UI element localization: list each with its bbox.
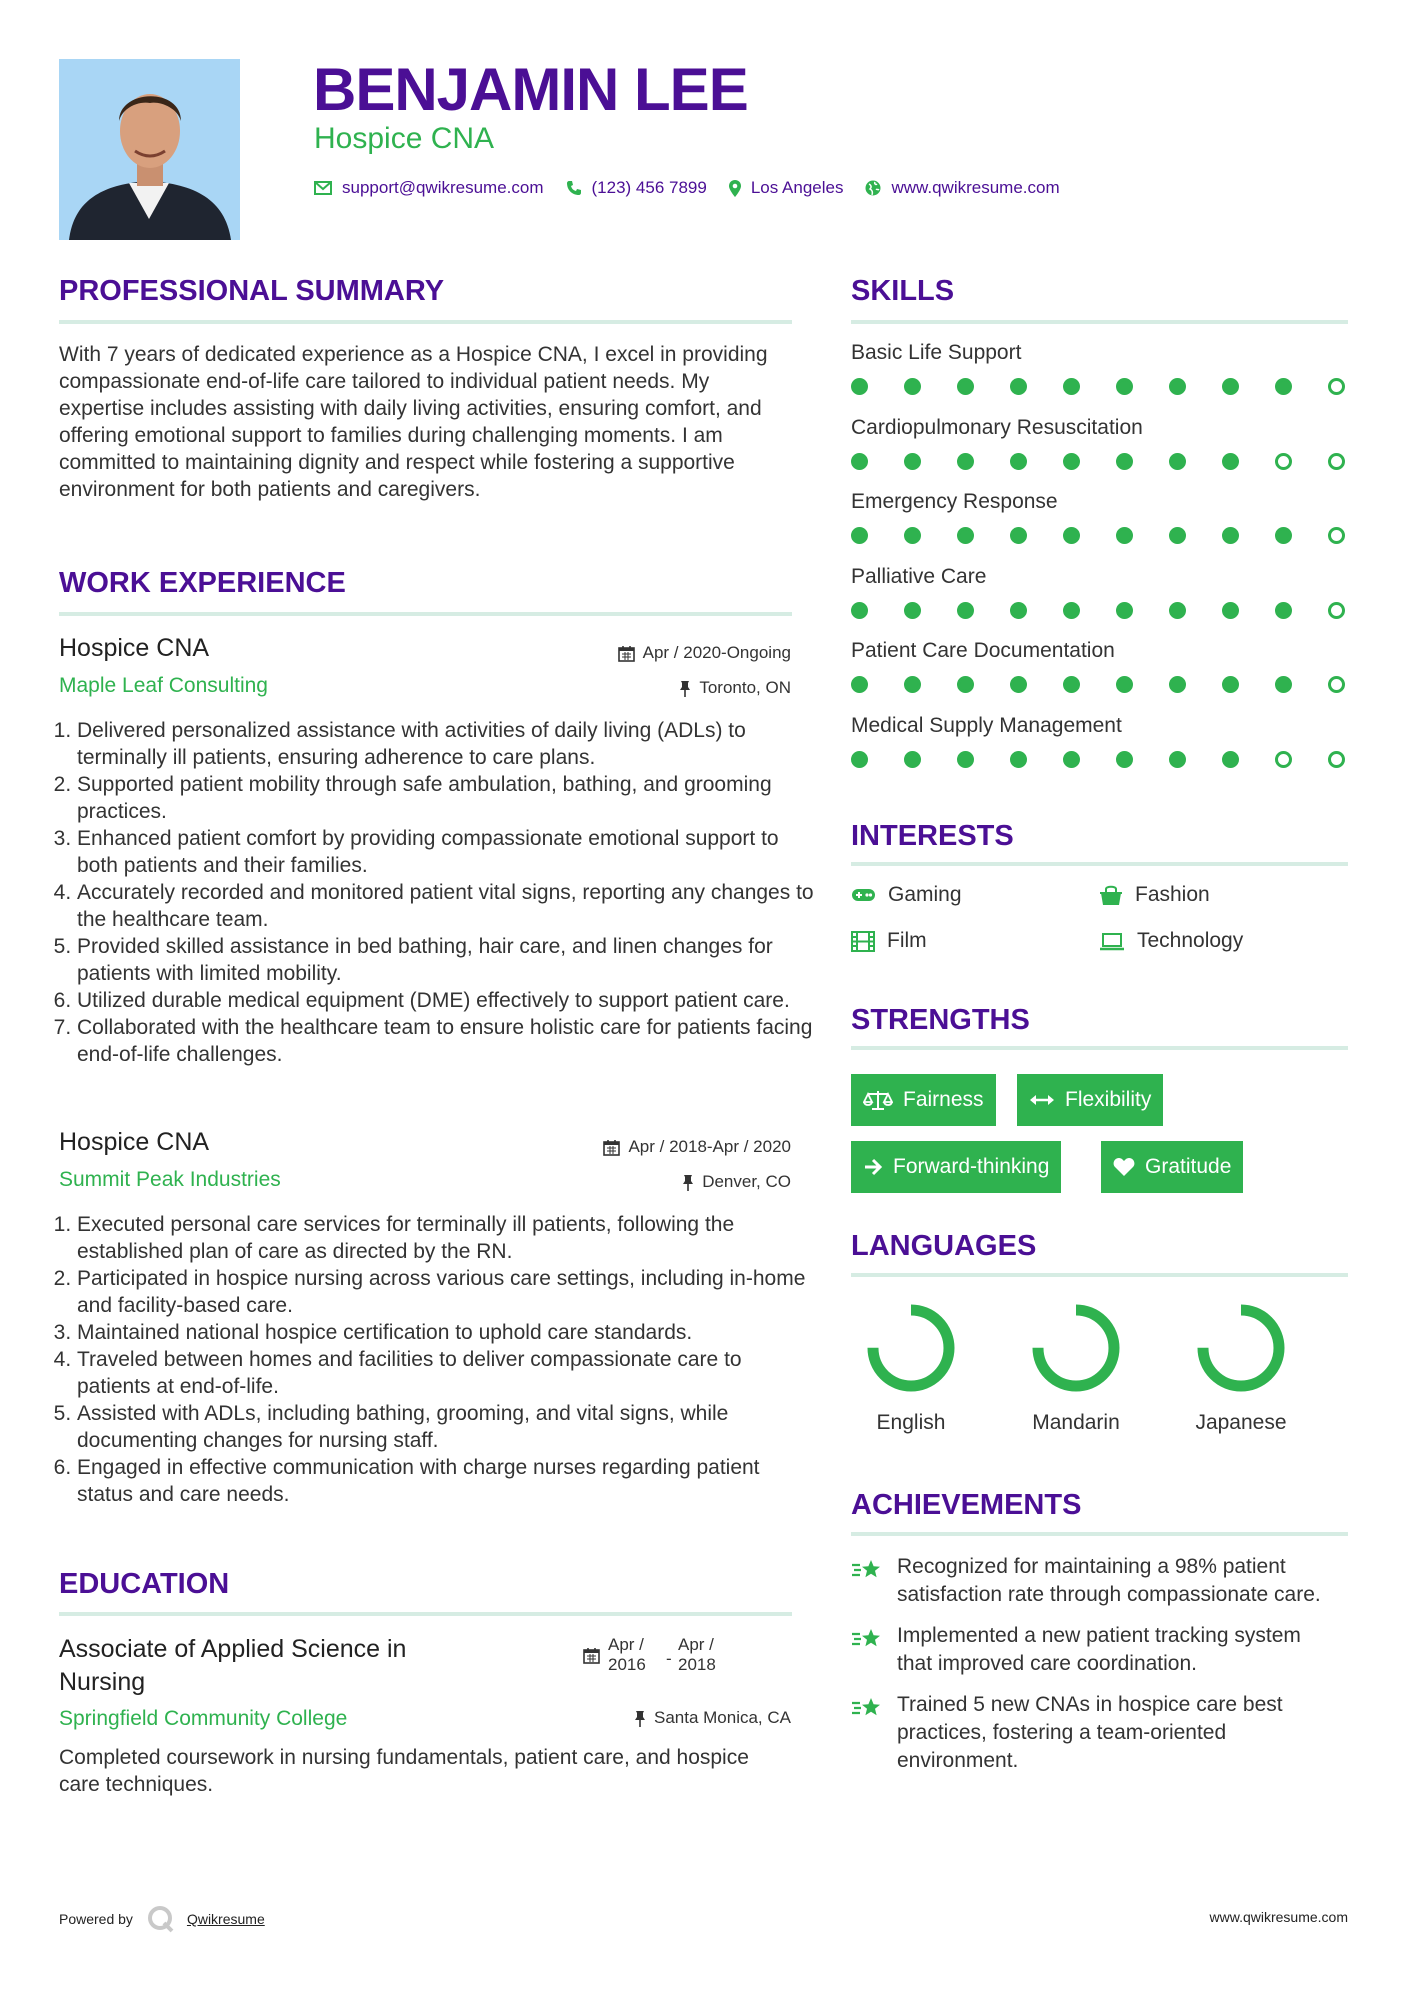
interest-fashion bbox=[1099, 883, 1210, 907]
list-item: 4. Traveled between homes and facilities to deliver compassionate care to patients at end-of-life. bbox=[77, 1346, 817, 1400]
powered-by-text: Powered by bbox=[59, 1911, 133, 1927]
shooting-star-icon bbox=[851, 1695, 883, 1721]
summary-text: With 7 years of dedicated experience as a Hospice CNA, I excel in providing compassionate end-of-life care tailored to individual patient needs. My expertise includes assisting with daily living activities, ensuring comfort, and offering emotional support to families during challenging moments. I am committed to maintaining dignity and respect while fostering a supportive environment for both patients and caregivers. bbox=[59, 343, 768, 501]
rating-dot-filled bbox=[1010, 378, 1027, 395]
shopping-bag-icon bbox=[1099, 884, 1123, 906]
candidate-title: Hospice CNA bbox=[314, 122, 495, 155]
rating-dot-empty bbox=[1275, 751, 1292, 768]
experience-divider bbox=[59, 612, 792, 616]
rating-dot-filled bbox=[851, 751, 868, 768]
footer-credit bbox=[59, 1905, 265, 1933]
contact-bar bbox=[314, 178, 1082, 198]
rating-dot-filled bbox=[1116, 751, 1133, 768]
strength-label: Forward-thinking bbox=[893, 1155, 1050, 1178]
rating-dot-filled bbox=[851, 602, 868, 619]
calendar-icon bbox=[583, 1647, 600, 1664]
rating-dot-filled bbox=[957, 378, 974, 395]
skill-rating bbox=[851, 676, 1345, 693]
job-location-text: Denver, CO bbox=[702, 1172, 791, 1191]
rating-dot-filled bbox=[1116, 378, 1133, 395]
rating-dot-empty bbox=[1275, 453, 1292, 470]
rating-dot-filled bbox=[957, 527, 974, 544]
education-location bbox=[634, 1708, 791, 1728]
website-link[interactable]: www.qwikresume.com bbox=[891, 178, 1060, 197]
job-company: Maple Leaf Consulting bbox=[59, 674, 268, 697]
job-location-text: Toronto, ON bbox=[699, 678, 791, 697]
rating-dot-filled bbox=[1010, 527, 1027, 544]
rating-dot-filled bbox=[904, 751, 921, 768]
rating-dot-filled bbox=[1169, 602, 1186, 619]
strength-label: Flexibility bbox=[1065, 1088, 1152, 1111]
list-item: 5. Assisted with ADLs, including bathing, grooming, and vital signs, while documenting changes for nursing staff. bbox=[77, 1400, 817, 1454]
shooting-star-icon bbox=[851, 1557, 883, 1583]
balance-scale-icon bbox=[863, 1089, 893, 1111]
rating-dot-filled bbox=[957, 676, 974, 693]
summary-heading: PROFESSIONAL SUMMARY bbox=[59, 275, 445, 307]
rating-dot-empty bbox=[1328, 527, 1345, 544]
job-dates bbox=[603, 1137, 791, 1157]
calendar-icon bbox=[618, 645, 635, 662]
list-item: 4. Accurately recorded and monitored patient vital signs, reporting any changes to the healthcare team. bbox=[77, 879, 817, 933]
film-icon bbox=[851, 931, 875, 952]
candidate-name: BENJAMIN LEE bbox=[313, 56, 748, 123]
language-level-arc bbox=[1038, 1310, 1114, 1386]
skill-name: Emergency Response bbox=[851, 490, 1058, 514]
rating-dot-filled bbox=[1275, 676, 1292, 693]
skill-row bbox=[851, 565, 1345, 640]
strength-badge bbox=[851, 1074, 996, 1126]
strengths-heading: STRENGTHS bbox=[851, 1004, 1030, 1036]
languages-heading: LANGUAGES bbox=[851, 1230, 1037, 1262]
language-name: Mandarin bbox=[1032, 1411, 1120, 1434]
achievement-item bbox=[851, 1553, 1331, 1609]
rating-dot-filled bbox=[904, 602, 921, 619]
skills-list bbox=[851, 341, 1345, 789]
interest-technology bbox=[1099, 929, 1243, 953]
rating-dot-filled bbox=[1222, 378, 1239, 395]
phone-number[interactable]: (123) 456 7899 bbox=[591, 178, 707, 197]
achievements-divider bbox=[851, 1532, 1348, 1536]
language-item bbox=[1021, 1300, 1131, 1435]
list-item: 7. Collaborated with the healthcare team to ensure holistic care for patients facing end-of-life challenges. bbox=[77, 1014, 817, 1068]
interest-gaming bbox=[851, 883, 962, 907]
skill-rating bbox=[851, 602, 1345, 619]
phone-icon bbox=[566, 180, 582, 196]
rating-dot-filled bbox=[957, 453, 974, 470]
calendar-icon bbox=[603, 1139, 620, 1156]
degree-title: Associate of Applied Science in Nursing bbox=[59, 1635, 407, 1696]
skill-rating bbox=[851, 453, 1345, 470]
shooting-star-icon bbox=[851, 1626, 883, 1652]
rating-dot-filled bbox=[1063, 751, 1080, 768]
rating-dot-filled bbox=[1116, 676, 1133, 693]
rating-dot-filled bbox=[1116, 453, 1133, 470]
education-description: Completed coursework in nursing fundamentals, patient care, and hospice care techniques. bbox=[59, 1746, 749, 1796]
skill-row bbox=[851, 490, 1345, 565]
job-location bbox=[679, 678, 791, 698]
qwikresume-link[interactable]: Qwikresume bbox=[186, 1911, 265, 1927]
languages-divider bbox=[851, 1273, 1348, 1277]
education-start: Apr / 2016 bbox=[608, 1635, 646, 1674]
rating-dot-empty bbox=[1328, 602, 1345, 619]
location-text: Los Angeles bbox=[750, 178, 844, 197]
job-dates-text: Apr / 2018-Apr / 2020 bbox=[628, 1137, 791, 1156]
language-level-arc bbox=[1203, 1310, 1279, 1386]
rating-dot-filled bbox=[1222, 527, 1239, 544]
email-link[interactable]: support@qwikresume.com bbox=[342, 178, 544, 197]
strength-badge bbox=[851, 1141, 1061, 1193]
rating-dot-filled bbox=[851, 676, 868, 693]
strength-label: Fairness bbox=[903, 1088, 984, 1111]
pushpin-icon bbox=[679, 680, 691, 697]
rating-dot-filled bbox=[904, 378, 921, 395]
laptop-icon bbox=[1099, 932, 1125, 951]
rating-dot-filled bbox=[1222, 602, 1239, 619]
rating-dot-filled bbox=[1063, 527, 1080, 544]
achievement-item bbox=[851, 1622, 1331, 1678]
rating-dot-filled bbox=[1222, 751, 1239, 768]
achievement-text: Implemented a new patient tracking system that improved care coordination. bbox=[897, 1624, 1301, 1675]
skill-name: Palliative Care bbox=[851, 564, 987, 588]
gamepad-icon bbox=[851, 887, 876, 903]
rating-dot-filled bbox=[851, 453, 868, 470]
list-item: 3. Maintained national hospice certification to uphold care standards. bbox=[77, 1319, 817, 1346]
achievement-text: Recognized for maintaining a 98% patient satisfaction rate through compassionate care. bbox=[897, 1555, 1321, 1606]
strength-label: Gratitude bbox=[1145, 1155, 1232, 1178]
rating-dot-filled bbox=[851, 527, 868, 544]
skill-name: Cardiopulmonary Resuscitation bbox=[851, 415, 1143, 439]
job-location bbox=[682, 1172, 791, 1192]
globe-icon bbox=[865, 180, 881, 196]
rating-dot-filled bbox=[904, 453, 921, 470]
pushpin-icon bbox=[634, 1710, 646, 1727]
achievement-item bbox=[851, 1691, 1331, 1775]
rating-dot-filled bbox=[1275, 602, 1292, 619]
skill-row bbox=[851, 341, 1345, 416]
education-end: Apr / 2018 bbox=[678, 1635, 716, 1674]
rating-dot-filled bbox=[957, 602, 974, 619]
job-company: Summit Peak Industries bbox=[59, 1168, 281, 1191]
rating-dot-filled bbox=[904, 676, 921, 693]
list-item: 2. Participated in hospice nursing across various care settings, including in-home and facility-based care. bbox=[77, 1265, 817, 1319]
pushpin-icon bbox=[682, 1174, 694, 1191]
rating-dot-empty bbox=[1328, 751, 1345, 768]
skills-divider bbox=[851, 320, 1348, 324]
rating-dot-empty bbox=[1328, 676, 1345, 693]
skill-rating bbox=[851, 527, 1345, 544]
list-item: 6. Engaged in effective communication with charge nurses regarding patient status and care needs. bbox=[77, 1454, 817, 1508]
interests-heading: INTERESTS bbox=[851, 820, 1014, 852]
mail-icon bbox=[314, 181, 332, 195]
interests-divider bbox=[851, 862, 1348, 866]
job-bullets bbox=[59, 1211, 817, 1508]
education-date-separator: - bbox=[666, 1649, 672, 1668]
rating-dot-empty bbox=[1328, 378, 1345, 395]
list-item: 1. Executed personal care services for terminally ill patients, following the established plan of care as directed by the RN. bbox=[77, 1211, 817, 1265]
rating-dot-filled bbox=[1063, 453, 1080, 470]
location-pin-icon bbox=[729, 180, 741, 197]
heart-icon bbox=[1113, 1157, 1135, 1177]
rating-dot-filled bbox=[1169, 453, 1186, 470]
achievement-text: Trained 5 new CNAs in hospice care best practices, fostering a team-oriented environment. bbox=[897, 1693, 1283, 1772]
language-item bbox=[1186, 1300, 1296, 1435]
language-level-arc bbox=[873, 1310, 949, 1386]
achievements-heading: ACHIEVEMENTS bbox=[851, 1489, 1082, 1521]
qwikresume-logo-icon bbox=[147, 1905, 175, 1933]
rating-dot-filled bbox=[1275, 378, 1292, 395]
list-item: 5. Provided skilled assistance in bed bathing, hair care, and linen changes for patients with limited mobility. bbox=[77, 933, 817, 987]
education-heading: EDUCATION bbox=[59, 1568, 230, 1600]
rating-dot-filled bbox=[1169, 751, 1186, 768]
interest-label: Fashion bbox=[1135, 883, 1210, 906]
skill-name: Patient Care Documentation bbox=[851, 639, 1115, 663]
rating-dot-filled bbox=[1169, 527, 1186, 544]
education-dates bbox=[583, 1635, 728, 1675]
rating-dot-filled bbox=[1063, 378, 1080, 395]
rating-dot-filled bbox=[1010, 751, 1027, 768]
skill-row bbox=[851, 639, 1345, 714]
job-role: Hospice CNA bbox=[59, 1128, 210, 1156]
job-dates-text: Apr / 2020-Ongoing bbox=[642, 643, 791, 662]
rating-dot-filled bbox=[1169, 378, 1186, 395]
interest-label: Gaming bbox=[888, 883, 962, 906]
language-name: English bbox=[876, 1411, 946, 1434]
languages-list bbox=[856, 1300, 1296, 1435]
rating-dot-filled bbox=[1222, 676, 1239, 693]
rating-dot-filled bbox=[1116, 527, 1133, 544]
summary-divider bbox=[59, 320, 792, 324]
school-name: Springfield Community College bbox=[59, 1707, 348, 1730]
arrows-horizontal-icon bbox=[1029, 1093, 1055, 1107]
skill-rating bbox=[851, 751, 1345, 768]
experience-heading: WORK EXPERIENCE bbox=[59, 567, 346, 599]
job-bullets bbox=[59, 717, 817, 1068]
language-name: Japanese bbox=[1195, 1411, 1287, 1434]
rating-dot-filled bbox=[1222, 453, 1239, 470]
list-item: 3. Enhanced patient comfort by providing compassionate emotional support to both patients and their families. bbox=[77, 825, 817, 879]
arrow-right-icon bbox=[863, 1157, 883, 1177]
language-item bbox=[856, 1300, 966, 1435]
skill-name: Medical Supply Management bbox=[851, 713, 1122, 737]
job-dates bbox=[618, 643, 791, 663]
skill-rating bbox=[851, 378, 1345, 395]
rating-dot-filled bbox=[1116, 602, 1133, 619]
skills-heading: SKILLS bbox=[851, 275, 955, 307]
education-divider bbox=[59, 1612, 792, 1616]
profile-photo bbox=[59, 59, 240, 240]
rating-dot-filled bbox=[1275, 527, 1292, 544]
job-role: Hospice CNA bbox=[59, 634, 210, 662]
skill-row bbox=[851, 714, 1345, 789]
rating-dot-filled bbox=[957, 751, 974, 768]
language-ring bbox=[1193, 1300, 1289, 1396]
list-item: 6. Utilized durable medical equipment (DME) effectively to support patient care. bbox=[77, 987, 817, 1014]
interest-label: Film bbox=[887, 929, 927, 952]
rating-dot-empty bbox=[1328, 453, 1345, 470]
education-location-text: Santa Monica, CA bbox=[653, 1708, 791, 1727]
rating-dot-filled bbox=[1010, 453, 1027, 470]
rating-dot-filled bbox=[851, 378, 868, 395]
skill-name: Basic Life Support bbox=[851, 341, 1022, 364]
interest-label: Technology bbox=[1137, 929, 1244, 952]
footer-site-link[interactable]: www.qwikresume.com bbox=[1209, 1909, 1348, 1925]
rating-dot-filled bbox=[1010, 602, 1027, 619]
interest-film bbox=[851, 929, 927, 953]
strength-badge bbox=[1017, 1074, 1163, 1126]
strengths-divider bbox=[851, 1046, 1348, 1050]
language-ring bbox=[863, 1300, 959, 1396]
rating-dot-filled bbox=[1063, 676, 1080, 693]
achievements-list bbox=[851, 1553, 1331, 1788]
rating-dot-filled bbox=[1169, 676, 1186, 693]
list-item: 2. Supported patient mobility through safe ambulation, bathing, and grooming practices. bbox=[77, 771, 817, 825]
skill-row bbox=[851, 416, 1345, 491]
list-item: 1. Delivered personalized assistance with activities of daily living (ADLs) to terminally ill patients, ensuring adherence to care plans. bbox=[77, 717, 817, 771]
language-ring bbox=[1028, 1300, 1124, 1396]
strength-badge bbox=[1101, 1141, 1243, 1193]
rating-dot-filled bbox=[1063, 602, 1080, 619]
rating-dot-filled bbox=[904, 527, 921, 544]
rating-dot-filled bbox=[1010, 676, 1027, 693]
